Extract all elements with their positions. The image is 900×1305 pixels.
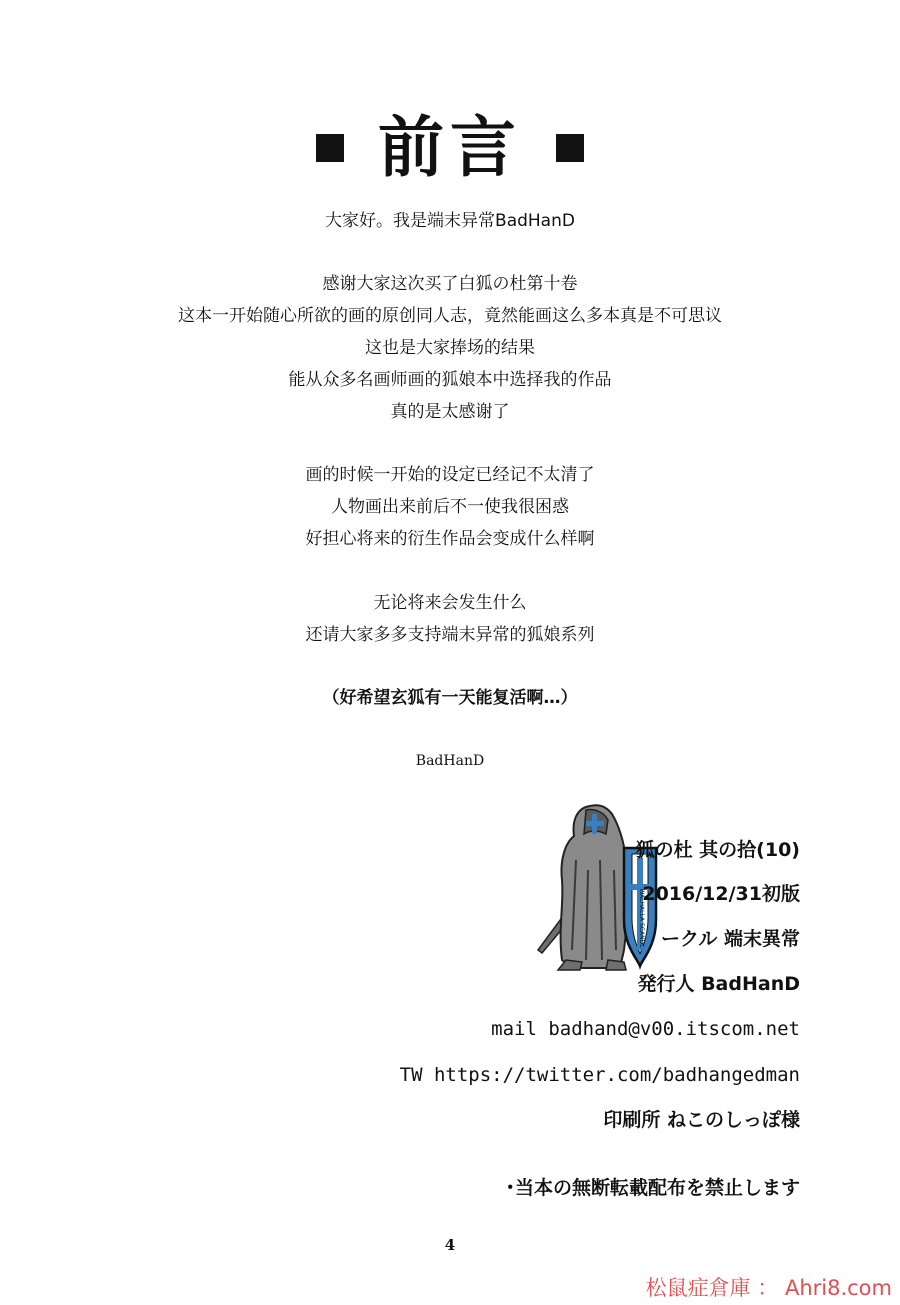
- colophon-twitter: TW https://twitter.com/badhangedman: [399, 1064, 800, 1086]
- text-line: 好担心将来的衍生作品会变成什么样啊: [305, 529, 595, 549]
- text-line: 人物画出来前后不一使我很困惑: [331, 497, 569, 517]
- aside-line: （好希望玄狐有一天能复活啊…）: [322, 688, 578, 708]
- greeting-line: 大家好。我是端末异常BadHanD: [325, 211, 575, 231]
- colophon-edition: 2016/12/31初版: [642, 883, 800, 905]
- text-line: 还请大家多多支持端末异常的狐娘系列: [305, 625, 595, 645]
- text-line: 真的是太感谢了: [390, 402, 510, 422]
- colophon-publisher: 発行人 BadHanD: [637, 973, 800, 995]
- shield-text: WALHALLA SCANDL: [638, 888, 645, 948]
- title-row: [0, 108, 900, 188]
- title-bullet-left-icon: [316, 134, 344, 162]
- text-line: 无论将来会发生什么: [373, 593, 527, 613]
- watermark-text: 松鼠症倉庫 ： Ahri8.com: [645, 1276, 892, 1300]
- colophon-notice: ･当本の無断転載配布を禁止します: [505, 1177, 800, 1199]
- text-line: 感谢大家这次买了白狐の杜第十卷: [322, 274, 578, 294]
- colophon-book-title: 狐の杜 其の拾(10): [635, 839, 800, 861]
- page-number: 4: [444, 1236, 456, 1254]
- page-title: 前言: [378, 109, 522, 186]
- title-bullet-right-icon: [556, 134, 584, 162]
- text-line: 这也是大家捧场的结果: [365, 338, 535, 358]
- text-line: 画的时候一开始的设定已经记不太清了: [305, 465, 595, 485]
- text-line: 这本一开始随心所欲的画的原创同人志，竟然能画这么多本真是不可思议: [178, 306, 722, 326]
- colophon-mail: mail badhand@v00.itscom.net: [491, 1018, 800, 1040]
- signature: BadHanD: [415, 753, 485, 769]
- colophon-printer: 印刷所 ねこのしっぽ様: [603, 1109, 800, 1131]
- text-line: 能从众多名画师画的狐娘本中选择我的作品: [288, 370, 612, 390]
- colophon-circle: ークル 端末異常: [660, 928, 800, 950]
